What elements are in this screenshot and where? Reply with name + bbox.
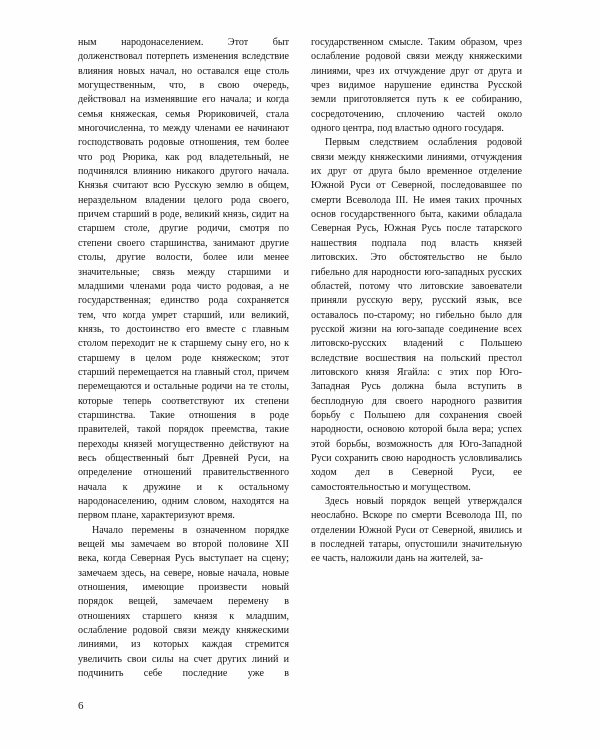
paragraph-1: ным народонаселением. Этот быт долженствовал потерпеть изменения вследствие влияния новых начал, но оставался еще столь могущественным, что, в свою очередь, действовал на изменявшие его начала; и когда семья княжеская, семья Рюриковичей, стала многочисленна, то между членами ее начинают господствовать родовые отношения, тем более что род Рюрика, как род владетельный, не подчинялся влиянию никакого другого начала. Князья считают всю Русскую землю в общем, нераздельном владении целого рода своего, причем старший в роде, великий князь, сидит на старшем столе, другие родичи, смотря по степени своего старшинства, занимают другие столы, другие волости, более или менее значительные; связь между старшими и младшими членами рода чисто родовая, а не государственная; единство рода сохраняется тем, что когда умрет старший, или великий, князь, то достоинство его вместе с главным столом переходит не к старшему сыну его, но к старшему в целом роде княжеском; этот старший перемещается на главный стол, причем перемещаются и остальные родичи на те столы, которые теперь соответствуют их степени старшинства. Такие отношения в роде правителей, такой порядок преемства, такие переходы князей могущественно действуют на весь общественный быт Древней Руси, на определение отношений правительственного начала к дружине и к остальному народонаселению, одним словом, находятся на первом плане, характеризуют время. (78, 37, 289, 522)
paragraph-4: Здесь новый порядок вещей утверждался неослабно. Вскоре по смерти Всеволода III, по отделении Южной Руси от Северной, явились и в последней татары, опустошили значительную ее часть, наложили дань на жителей, за- (311, 496, 522, 565)
paragraph-3: Первым следствием ослабления родовой связи между княжескими линиями, отчуждения их друг от друга было временное отделение Южной Руси от Северной, последовавшее по смерти Всеволода III. Не имея таких прочных основ государственного быта, какими обладала Северная Русь, Южная Русь после татарского нашествия подпала под власть князей литовских. Это обстоятельство не было гибельно для народности юго-западных русских областей, потому что литовские завоеватели приняли русскую веру, русский язык, все оставалось по-старому; но гибельно было для русской жизни на юго-западе соединение всех литовско-русских владений с Польшею вследствие восшествия на польский престол литовского князя Ягайла: с этих пор Юго-Западная Русь должна была вступить в бесплодную для своего народного развития борьбу с Польшею для сохранения своей народности, основою которой была вера; успех этой борьбы, возможность для Юго-Западной Руси сохранить свою народность условливались ходом дел в Северной Руси, ее самостоятельностью и могуществом. (311, 137, 522, 493)
paragraph-2: Начало перемены в означенном порядке вещей мы замечаем во второй половине XII века, когда Северная Русь выступает на сцену; замечаем здесь, на севере, новые начала, новые отношения, имеющие произвести новый порядок вещей, замечаем перемену в отношениях старшего князя к младшим, ослабление родовой связи между княжескими линиями, из которых каждая стремится увеличить свои силы на счет других линий и подчинить себе последние уже в государственном смысле. Таким образом, чрез ослабление родовой связи между княжескими линиями, чрез их отчуждение друг от друга и чрез видимое нарушение единства Русской земли приготовляется путь к ее собиранию, сосредоточению, сплочению частей около одного центра, под властью одного государя. (78, 37, 522, 680)
page-text-body (78, 36, 522, 690)
page-number: 6 (78, 700, 84, 712)
